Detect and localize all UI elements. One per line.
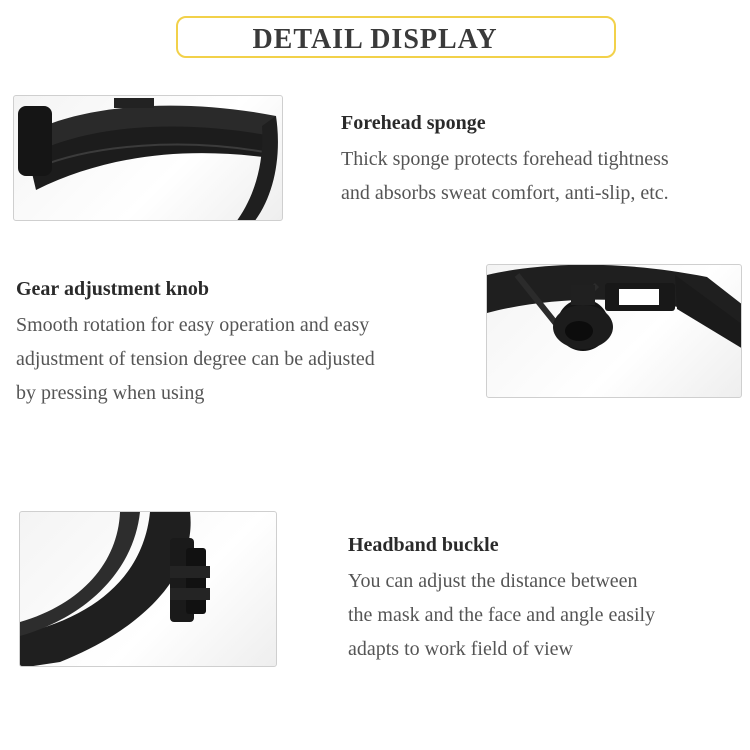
headband-buckle-heading: Headband buckle: [348, 534, 499, 556]
gear-knob-photo: [486, 264, 742, 398]
headband-buckle-line-1: You can adjust the distance between: [348, 570, 638, 592]
forehead-sponge-line-2: and absorbs sweat comfort, anti-slip, etc.: [341, 182, 669, 204]
headband-buckle-illustration: [20, 512, 277, 667]
headband-buckle-photo: [19, 511, 277, 667]
gear-knob-illustration: [487, 265, 742, 398]
page-title: [0, 22, 750, 58]
forehead-sponge-section: [341, 110, 669, 210]
gear-knob-section: [16, 276, 375, 410]
gear-knob-heading: Gear adjustment knob: [16, 278, 209, 300]
gear-knob-line-3: by pressing when using: [16, 382, 205, 404]
gear-knob-line-2: adjustment of tension degree can be adjusted: [16, 348, 375, 370]
forehead-sponge-line-1: Thick sponge protects forehead tightness: [341, 148, 669, 170]
page-title-text: DETAIL DISPLAY: [238, 24, 511, 55]
headband-sponge-illustration: [14, 96, 283, 221]
forehead-sponge-photo: [13, 95, 283, 221]
gear-knob-line-1: Smooth rotation for easy operation and easy: [16, 314, 370, 336]
headband-buckle-section: [348, 532, 655, 666]
headband-buckle-line-2: the mask and the face and angle easily: [348, 604, 656, 626]
forehead-sponge-heading: Forehead sponge: [341, 112, 486, 134]
headband-buckle-line-3: adapts to work field of view: [348, 638, 573, 660]
